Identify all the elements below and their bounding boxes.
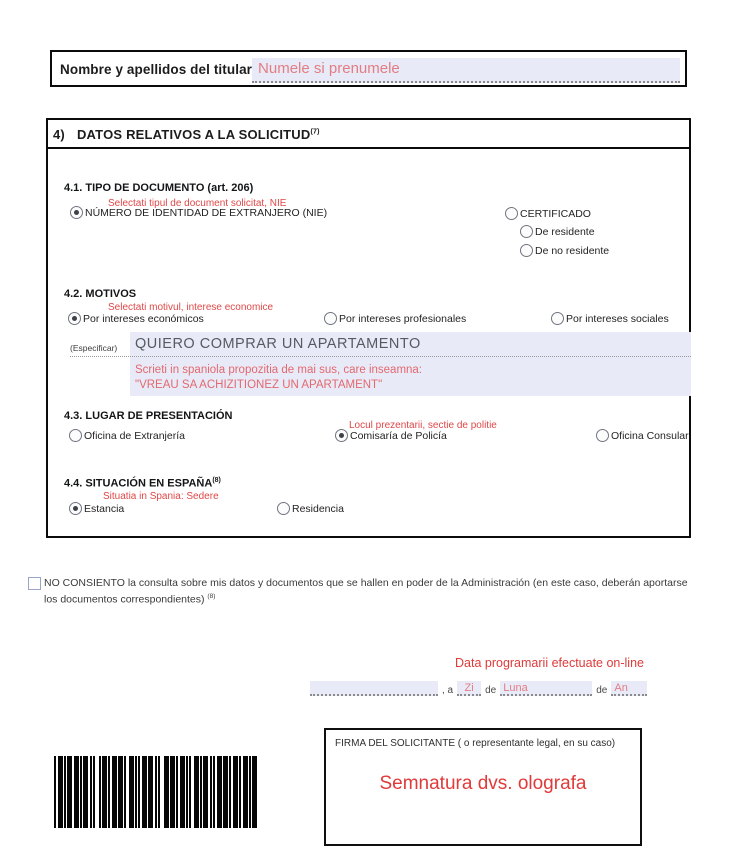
especificar-dotted-line xyxy=(70,356,691,357)
option-de-residente-label: De residente xyxy=(535,225,595,238)
signature-note: Semnatura dvs. olografa xyxy=(379,773,587,794)
especificar-value[interactable]: QUIERO COMPRAR UN APARTAMENTO xyxy=(135,336,421,352)
appointment-note: Data programarii efectuate on-line xyxy=(455,656,644,670)
option-oficina-consular-label: Oficina Consular xyxy=(611,429,689,442)
option-nie-label: NÚMERO DE IDENTIDAD DE EXTRANJERO (NIE) xyxy=(85,206,328,219)
option-comisaria-policia[interactable] xyxy=(335,429,447,442)
option-oficina-extranjeria-label: Oficina de Extranjería xyxy=(84,429,185,442)
date-de2: de xyxy=(596,685,608,696)
consent-checkbox[interactable] xyxy=(28,577,41,590)
option-intereses-economicos-label: Por intereses económicos xyxy=(83,312,204,325)
date-line xyxy=(310,681,647,696)
consent-block xyxy=(28,577,691,607)
option-estancia-label: Estancia xyxy=(84,502,125,515)
option-residencia-label: Residencia xyxy=(292,502,344,515)
option-comisaria-policia-label: Comisaría de Policía xyxy=(350,429,447,442)
radio-nie[interactable] xyxy=(70,206,83,219)
radio-comisaria-policia[interactable] xyxy=(335,429,348,442)
consent-text: NO CONSIENTO la consulta sobre mis datos y documentos que se hallen en poder de la Administración (en este caso, deberán aportarse los documentos correspondientes) xyxy=(44,577,688,606)
name-input[interactable] xyxy=(252,58,680,83)
date-year-field[interactable]: An xyxy=(611,681,647,696)
barcode-image xyxy=(54,756,280,828)
option-intereses-sociales-label: Por intereses sociales xyxy=(566,312,669,325)
date-place-field[interactable] xyxy=(310,681,438,696)
name-value-text: Numele si prenumele xyxy=(258,60,400,77)
heading-4-3: 4.3. LUGAR DE PRESENTACIÓN xyxy=(64,410,233,422)
name-label: Nombre y apellidos del titular xyxy=(60,62,253,77)
heading-4-4: 4.4. SITUACIÓN EN ESPAÑA$^{(8)}$ xyxy=(64,477,221,490)
radio-intereses-profesionales[interactable] xyxy=(324,312,337,325)
option-de-residente[interactable] xyxy=(520,225,595,238)
option-de-no-residente-label: De no residente xyxy=(535,244,610,257)
section-4-number: 4) xyxy=(53,127,65,142)
radio-estancia[interactable] xyxy=(69,502,82,515)
heading-4-1: 4.1. TIPO DE DOCUMENTO (art. 206) xyxy=(64,182,254,194)
section-4-box xyxy=(46,118,691,538)
section-4-footnote: (7) xyxy=(310,128,320,136)
option-nie[interactable] xyxy=(70,206,327,219)
option-intereses-profesionales-label: Por intereses profesionales xyxy=(339,312,467,325)
radio-oficina-consular[interactable] xyxy=(596,429,609,442)
especificar-label: (Especificar) xyxy=(70,343,118,353)
option-certificado-label: CERTIFICADO xyxy=(520,207,591,220)
note-4-4: Situatia in Spania: Sedere xyxy=(103,491,219,502)
date-prefix: , a xyxy=(442,685,454,696)
section-4-header xyxy=(48,120,689,149)
note-4-2: Selectati motivul, interese economice xyxy=(108,302,274,313)
note-4-3: Locul prezentarii, sectie de politie xyxy=(349,420,497,431)
heading-4-2: 4.2. MOTIVOS xyxy=(64,288,137,300)
date-de1: de xyxy=(485,685,497,696)
radio-intereses-economicos[interactable] xyxy=(68,312,81,325)
radio-oficina-extranjeria[interactable] xyxy=(69,429,82,442)
consent-footnote: (8) xyxy=(207,593,216,600)
option-oficina-extranjeria[interactable] xyxy=(69,429,185,442)
option-certificado[interactable] xyxy=(505,207,591,220)
option-intereses-economicos[interactable] xyxy=(68,312,204,325)
heading-4-4-footnote: (8) xyxy=(212,477,221,484)
note-4-1: Selectati tipul de document solicitat, NIE xyxy=(108,198,287,209)
radio-certificado[interactable] xyxy=(505,207,518,220)
option-intereses-profesionales[interactable] xyxy=(324,312,466,325)
option-estancia[interactable] xyxy=(69,502,124,515)
date-month-field[interactable]: Luna xyxy=(500,681,592,696)
option-intereses-sociales[interactable] xyxy=(551,312,669,325)
option-residencia[interactable] xyxy=(277,502,344,515)
option-oficina-consular[interactable] xyxy=(596,429,689,442)
date-day-field[interactable]: Zi xyxy=(457,681,481,696)
radio-de-residente[interactable] xyxy=(520,225,533,238)
radio-intereses-sociales[interactable] xyxy=(551,312,564,325)
radio-de-no-residente[interactable] xyxy=(520,244,533,257)
signature-box[interactable] xyxy=(324,728,642,846)
especificar-note-line2: "VREAU SA ACHIZITIONEZ UN APARTAMENT" xyxy=(135,379,383,391)
especificar-note-line1: Scrieti in spaniola propozitia de mai sus, care inseamna: xyxy=(135,364,423,376)
section-4-title: DATOS RELATIVOS A LA SOLICITUD xyxy=(76,127,311,142)
signature-label: FIRMA DEL SOLICITANTE ( o representante legal, en su caso) xyxy=(335,738,616,749)
radio-residencia[interactable] xyxy=(277,502,290,515)
name-box xyxy=(50,50,687,87)
option-de-no-residente[interactable] xyxy=(520,244,609,257)
